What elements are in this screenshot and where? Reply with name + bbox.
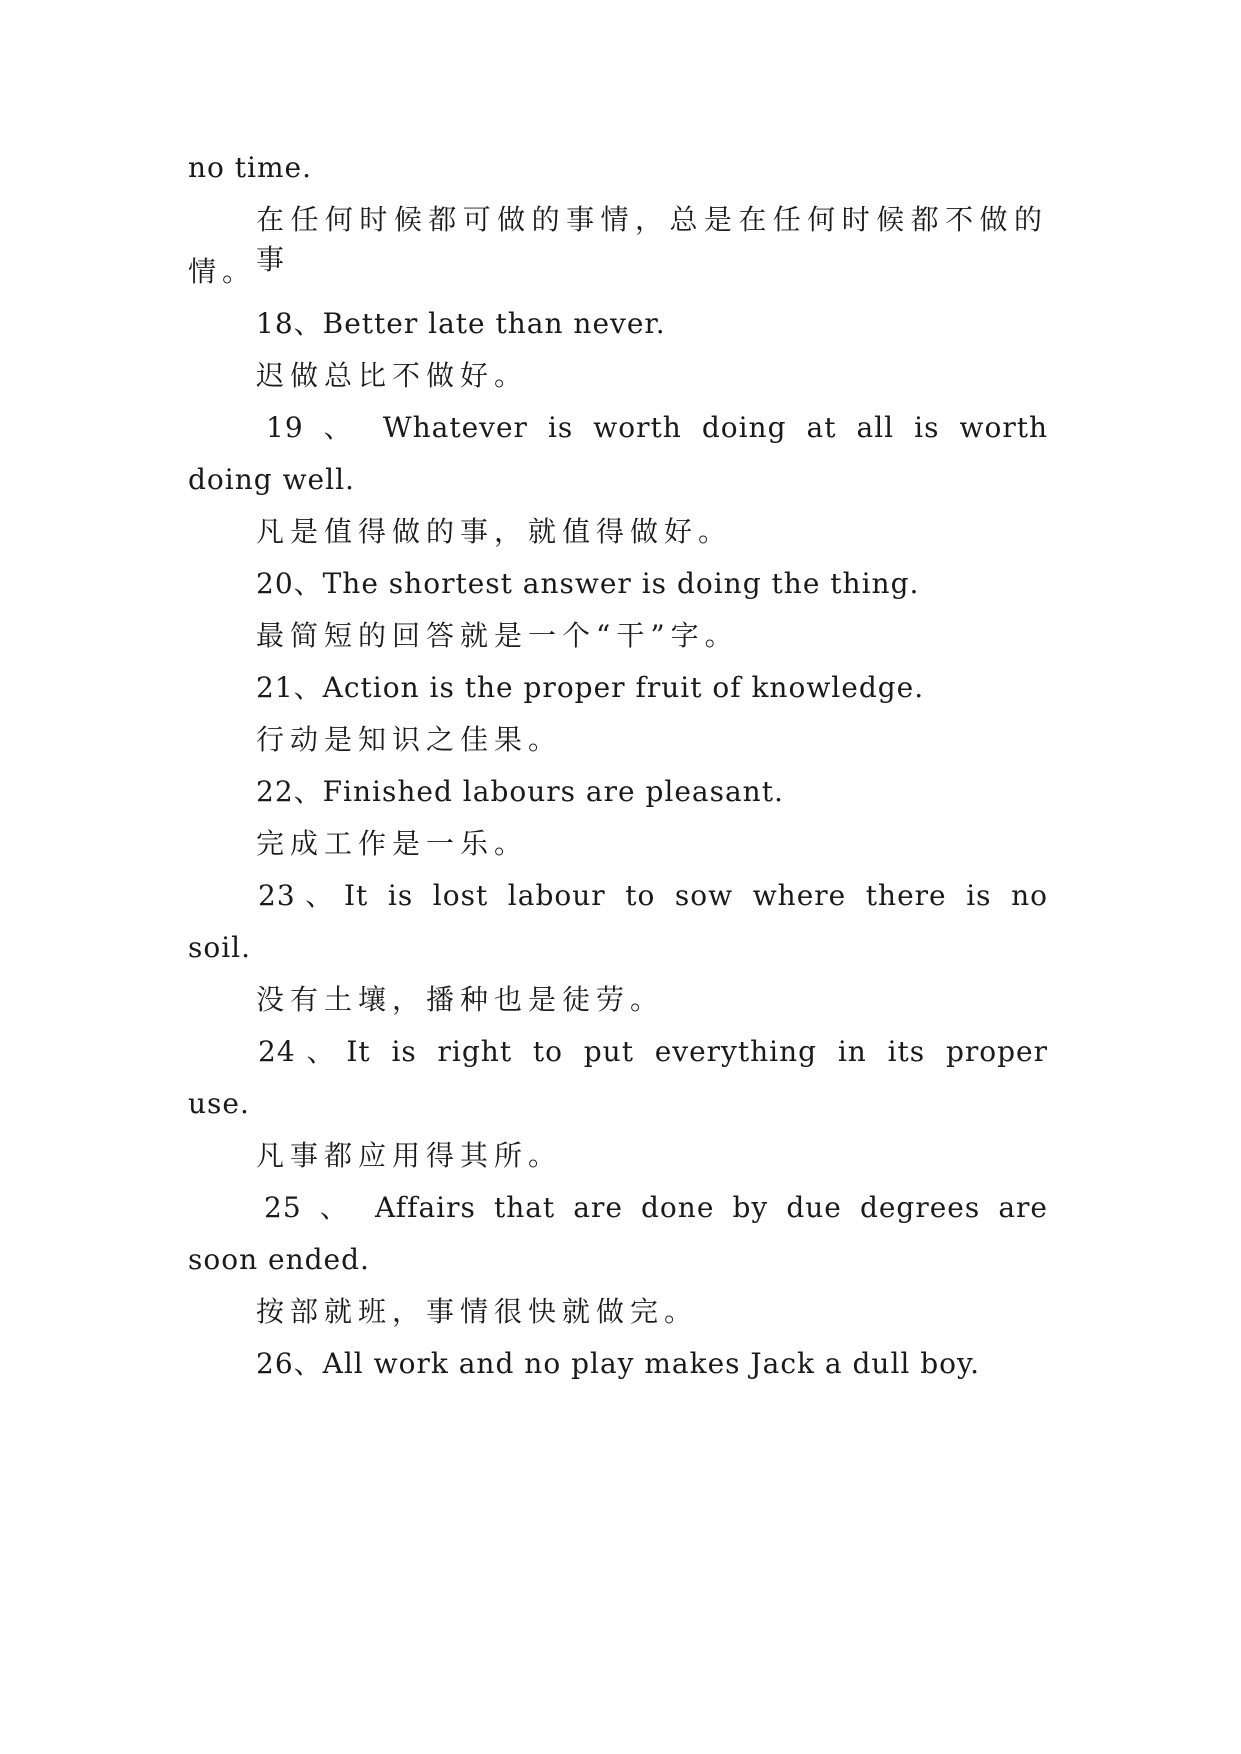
text-line: 凡是值得做的事，就值得做好。	[256, 515, 733, 548]
text-line: 19 、 Whatever is worth doing at all is worth	[266, 411, 1048, 444]
text-line: soon ended.	[188, 1243, 370, 1276]
text-line: 26、All work and no play makes Jack a dull boy.	[256, 1347, 981, 1380]
text-line: 23、It is lost labour to sow where there is no	[258, 879, 1048, 912]
text-line: 情。	[188, 255, 257, 288]
text-line: 凡事都应用得其所。	[256, 1139, 563, 1172]
text-line: 25 、 Affairs that are done by due degrees are	[264, 1191, 1048, 1224]
text-line: 完成工作是一乐。	[256, 827, 529, 860]
text-line: 行动是知识之佳果。	[256, 723, 563, 756]
text-line: 20、The shortest answer is doing the thing.	[256, 567, 920, 600]
text-line: doing well.	[188, 463, 355, 496]
text-line: soil.	[188, 931, 252, 964]
text-line: 24、It is right to put everything in its proper	[258, 1035, 1048, 1068]
text-line: 迟做总比不做好。	[256, 359, 529, 392]
text-line: 21、Action is the proper fruit of knowledge.	[256, 671, 925, 704]
text-line: no time.	[188, 151, 313, 184]
text-line: 18、Better late than never.	[256, 307, 666, 340]
text-line: 22、Finished labours are pleasant.	[256, 775, 784, 808]
text-line: 最简短的回答就是一个“干”字。	[256, 619, 739, 652]
text-line: use.	[188, 1087, 250, 1120]
text-line: 没有土壤，播种也是徒劳。	[256, 983, 665, 1016]
text-line: 在任何时候都可做的事情，总是在任何时候都不做的事	[256, 203, 1048, 276]
text-line: 按部就班，事情很快就做完。	[256, 1295, 699, 1328]
